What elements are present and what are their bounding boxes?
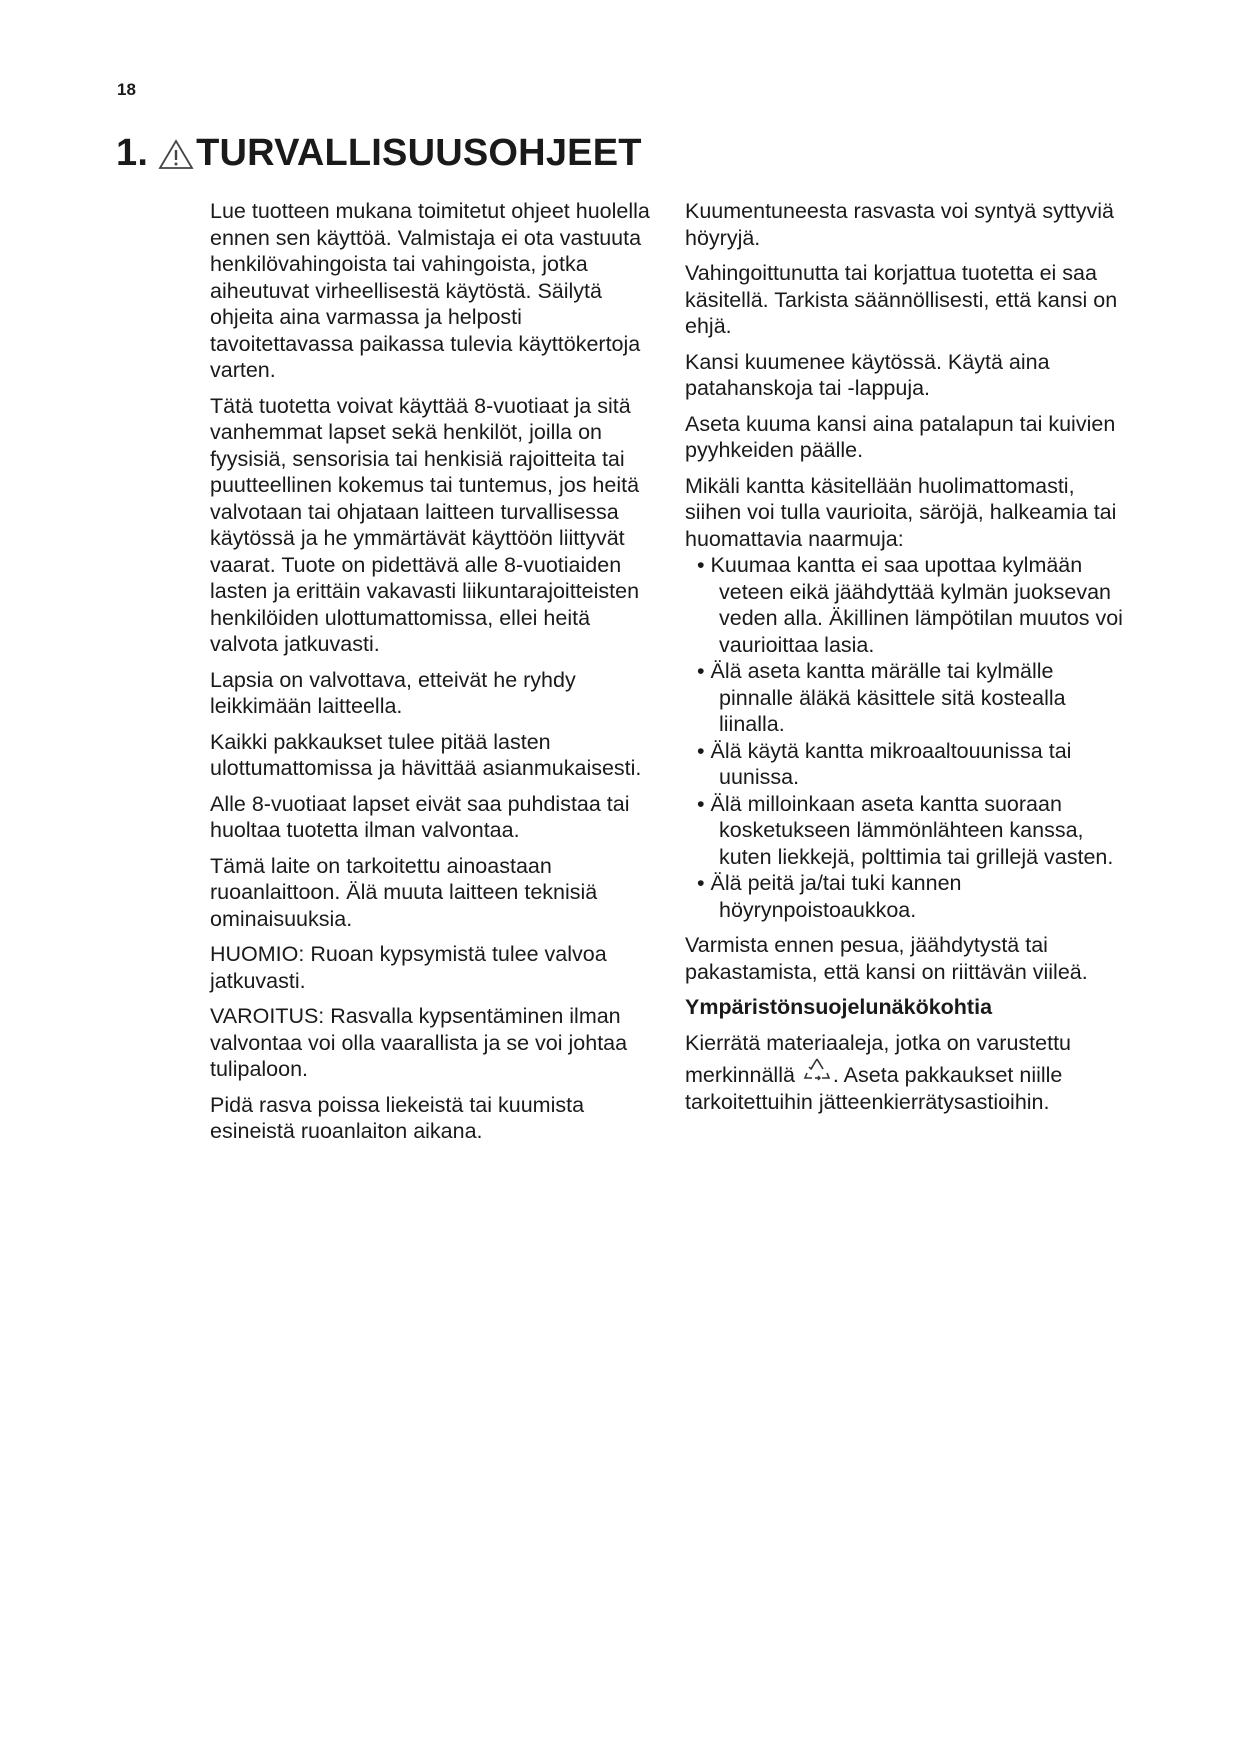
section-number: 1. — [116, 132, 149, 174]
paragraph: HUOMIO: Ruoan kypsymistä tulee valvoa jatkuvasti. — [210, 942, 607, 993]
section-heading — [116, 132, 642, 175]
paragraph: Lapsia on valvottava, etteivät he ryhdy leikkimään laitteella. — [210, 667, 576, 718]
paragraph: Kuumentuneesta rasvasta voi syntyä syttyviä höyryjä. — [685, 199, 1115, 250]
paragraph: Vahingoittunutta tai korjattua tuotetta ei saa käsitellä. Tarkista säännöllisesti, että kansi on ehjä. — [685, 261, 1118, 338]
page-number: 18 — [117, 80, 136, 99]
paragraph: Pidä rasva poissa liekeistä tai kuumista esineistä ruoanlaiton aikana. — [210, 1092, 585, 1143]
list-item: • Kuumaa kantta ei saa upottaa kylmään veteen eikä jäähdyttää kylmän juoksevan veden alla. Äkillinen lämpötilan muutos voi vaurioittaa lasia. — [685, 552, 1125, 658]
left-column — [210, 198, 650, 1154]
paragraph: VAROITUS: Rasvalla kypsentäminen ilman valvontaa voi olla vaarallista ja se voi johtaa tulipaloon. — [210, 1004, 628, 1081]
list-item: • Älä aseta kantta märälle tai kylmälle pinnalle äläkä käsittele sitä kostealla liinalla. — [685, 658, 1125, 738]
paragraph: Kansi kuumenee käytössä. Käytä aina patahanskoja tai -lappuja. — [685, 349, 1050, 400]
warning-list — [685, 552, 1125, 923]
environment-heading: Ympäristönsuojelunäkökohtia — [685, 995, 993, 1019]
list-intro: Mikäli kantta käsitellään huolimattomasti, siihen voi tulla vaurioita, säröjä, halkeamia tai huomattavia naarmuja: — [685, 473, 1117, 551]
warning-triangle-icon — [158, 138, 194, 170]
paragraph: Kaikki pakkaukset tulee pitää lasten ulottumattomissa ja hävittää asianmukaisesti. — [210, 729, 642, 780]
environment-text-start: Kierrätä materiaaleja, jotka on varustettu merkinnällä — [685, 1030, 1072, 1087]
environment-paragraph — [685, 1030, 1125, 1116]
right-column — [685, 198, 1125, 1124]
paragraph: Tätä tuotetta voivat käyttää 8-vuotiaat ja sitä vanhemmat lapset sekä henkilöt, joilla on fyysisiä, sensorisia tai henkisiä rajoitteita tai puutteellinen kokemus tai tuntemus, jos heitä valvotaan tai ohjataan laitteen turvallisessa käytössä ja he ymmärtävät käyttöön liittyvät vaarat. Tuote on pidettävä alle 8-vuotiaiden lasten ja erittäin vakavasti liikuntarajoitteisten henkilöiden ulottumattomissa, ellei heitä valvota jatkuvasti. — [210, 393, 640, 656]
paragraph: Tämä laite on tarkoitettu ainoastaan ruoanlaittoon. Älä muuta laitteen teknisiä ominaisuuksia. — [210, 853, 598, 931]
paragraph: Alle 8-vuotiaat lapset eivät saa puhdistaa tai huoltaa tuotetta ilman valvontaa. — [210, 791, 630, 842]
recycle-icon — [802, 1056, 832, 1084]
paragraph: Lue tuotteen mukana toimitetut ohjeet huolella ennen sen käyttöä. Valmistaja ei ota vastuuta henkilövahingoista tai vahingoista, jotka aiheutuvat virheellisestä käytöstä. Säilytä ohjeita aina varmassa ja helposti tavoitettavassa paikassa tulevia käyttökertoja varten. — [210, 199, 650, 382]
list-item: • Älä peitä ja/tai tuki kannen höyrynpoistoaukkoa. — [685, 870, 1125, 923]
paragraph: Aseta kuuma kansi aina patalapun tai kuivien pyyhkeiden päälle. — [685, 411, 1116, 462]
paragraph: Varmista ennen pesua, jäähdytystä tai pakastamista, että kansi on riittävän viileä. — [685, 933, 1088, 984]
list-item: • Älä käytä kantta mikroaaltouunissa tai uunissa. — [685, 738, 1125, 791]
list-item: • Älä milloinkaan aseta kantta suoraan kosketukseen lämmönlähteen kanssa, kuten liekkejä, polttimia tai grillejä vasten. — [685, 791, 1125, 871]
environment-text-end: . Aseta pakkaukset niille tarkoitettuihin jätteenkierrätysastioihin. — [685, 1063, 1063, 1114]
section-title: TURVALLISUUSOHJEET — [196, 132, 642, 174]
